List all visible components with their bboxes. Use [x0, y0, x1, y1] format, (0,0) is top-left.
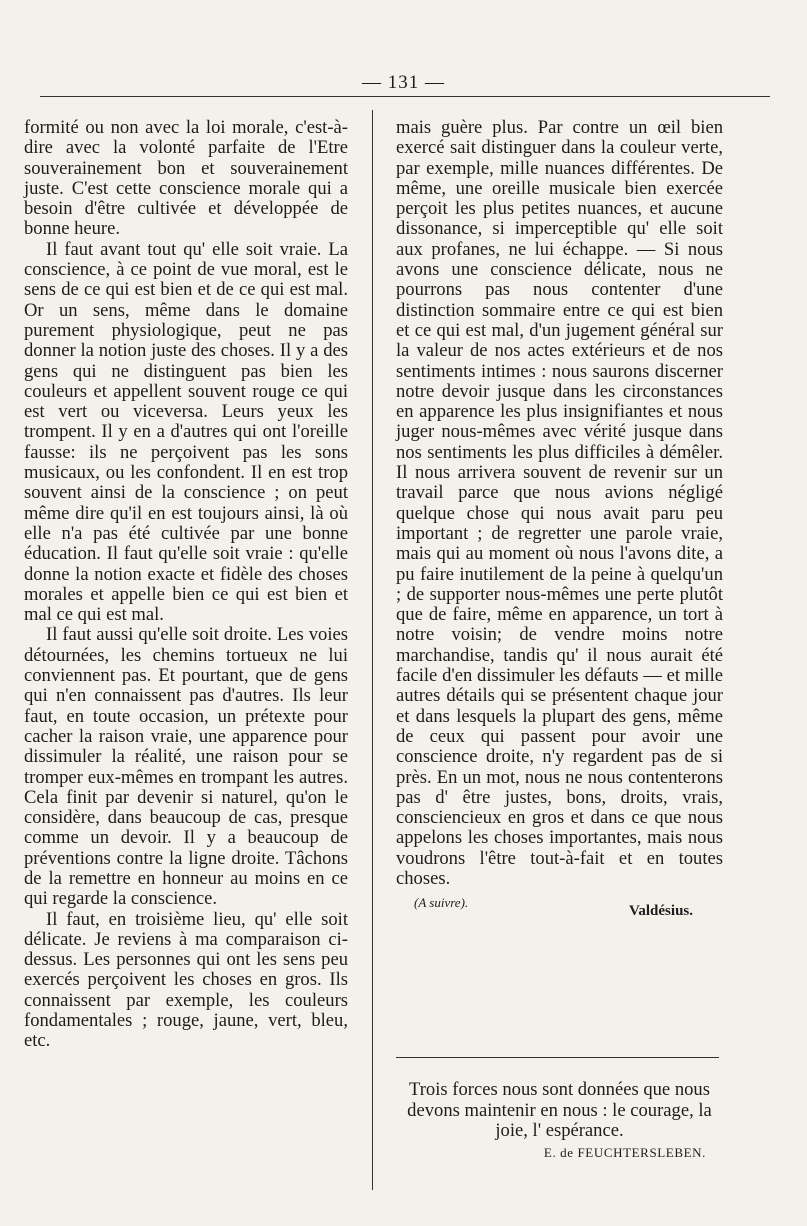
right-column: [396, 117, 723, 920]
paragraph-conscience-morale: formité ou non avec la loi morale, c'est-à-dire avec la volonté parfaite de l'Etre souverainement bon et souverainement juste. C'est cette conscience morale qui a besoin d'être cultivée et développée de bonne heure.: [24, 117, 348, 240]
column-divider: [372, 110, 373, 1190]
header-rule: [40, 96, 770, 97]
left-column: [24, 118, 348, 1052]
paragraph-continuation: mais guère plus. Par contre un œil bien exercé sait distinguer dans la couleur verte, par exemple, mille nuances différentes. De même, une oreille musicale bien exercée perçoit les plus petites nuances, et aucune dissonance, si imperceptible qu' elle soit aux profanes, ne lui échappe. — Si nous avons une conscience délicate, nous ne pourrons pas nous contenter d'une distinction sommaire entre ce qui est bien et ce qui est mal, d'un jugement général sur la valeur de nos actes extérieurs et de nos sentiments intimes : nous saurons discerner notre devoir jusque dans les circonstances en apparence les plus insignifiantes et nous juger nous-mêmes avec vérité jusque dans nos sentiments les plus difficiles à démêler. Il nous arrivera souvent de revenir sur un travail parce que nous avions négligé quelque chose qui nous avait paru peu important ; de regretter une parole vraie, mais qui au moment où nous l'avons dite, a pu faire inutilement de la peine à quelqu'un ; de supporter nous-mêmes une perte plutôt que de faire, même en apparence, un tort à notre voisin; de vendre moins notre marchandise, tandis qu' il nous aurait été facile d'en dissimuler les défauts — et mille autres détails qui se présentent chaque jour et dans lesquels la plupart des gens, même de ceux qui passent pour avoir une conscience droite, n'y regardent pas de si près. En un mot, nous ne nous contenterons pas d' être justes, bons, droits, vrais, consciencieux en gros et dans ce que nous appelons les choses importantes, mais nous voudrons l'être tout-à-fait et en toutes choses.: [396, 117, 723, 889]
a-suivre-note: (A suivre).: [414, 895, 469, 911]
author-signature: Valdésius.: [628, 903, 693, 920]
paragraph-delicate: Il faut, en troisième lieu, qu' elle soit délicate. Je reviens à ma comparaison ci-dessus. Les personnes qui ont les sens peu exercés perçoivent les choses en gros. Ils connaissent par exemple, les couleurs fondamentales ; rouge, jaune, vert, bleu, etc.: [24, 908, 348, 1052]
article-end-rule: [396, 1057, 719, 1058]
page-number: — 131 —: [362, 72, 445, 93]
signature-row: [396, 893, 723, 920]
paragraph-vraie: Il faut avant tout qu' elle soit vraie. La conscience, à ce point de vue moral, est le sens de ce qui est bien et de ce qui est mal. Or un sens, même dans le domaine purement physiologique, peut ne pas donner la notion juste des choses. Il y a des gens qui ne distinguent pas bien les couleurs et appellent souvent rouge ce qui est vert ou viceversa. Leurs yeux les trompent. Il y en a d'autres qui ont l'oreille fausse: ils ne perçoivent pas les sons musicaux, ou les confondent. Il en est trop souvent ainsi de la conscience ; on peut même dire qu'il en est toujours ainsi, là où elle n'a pas été cultivée par une bonne éducation. Il faut qu'elle soit vraie : qu'elle donne la notion exacte et fidèle des choses morales et appelle bien ce qui est bien et mal ce qui est mal.: [24, 238, 348, 626]
quote-author: E. de FEUCHTERSLEBEN.: [543, 1145, 706, 1160]
closing-quote: Trois forces nous sont données que nous devons maintenir en nous : le courage, la joie, l' espérance.: [407, 1079, 712, 1141]
paragraph-droite: Il faut aussi qu'elle soit droite. Les voies détournées, les chemins tortueux ne lui conviennent pas. Et pourtant, que de gens qui n'en connaissent pas d'autres. Ils leur faut, en toute occasion, un prétexte pour cacher la raison vraie, une apparence pour dissimuler la réalité, une raison pour se tromper eux-mêmes en trompant les autres. Cela finit par devenir si naturel, qu'on le considère, dans beaucoup de cas, presque comme un devoir. Il y a beaucoup de préventions contre la ligne droite. Tâchons de la remettre en honneur au moins en ce qui regarde la conscience.: [24, 624, 348, 910]
